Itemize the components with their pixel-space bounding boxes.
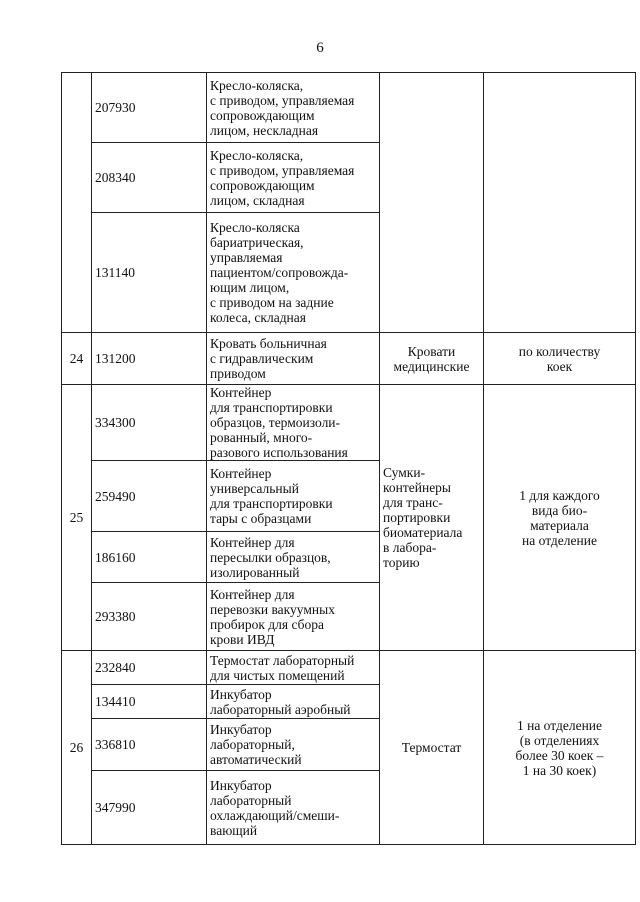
group-quantity: по количеству коек bbox=[484, 333, 636, 385]
group-number: 24 bbox=[62, 333, 92, 385]
item-code: 232840 bbox=[92, 651, 207, 685]
item-name: Термостат лабораторный для чистых помещений bbox=[207, 651, 380, 685]
table-row bbox=[62, 333, 636, 385]
group-category: Термостат bbox=[380, 651, 484, 845]
item-name: Кровать больничная с гидравлическим приводом bbox=[207, 333, 380, 385]
item-name: Инкубатор лабораторный охлаждающий/смеши- вающий bbox=[207, 771, 380, 845]
item-code: 131200 bbox=[92, 333, 207, 385]
item-name: Кресло-коляска, с приводом, управляемая сопровождающим лицом, нескладная bbox=[207, 73, 380, 143]
item-name: Инкубатор лабораторный, автоматический bbox=[207, 719, 380, 771]
item-name: Инкубатор лабораторный аэробный bbox=[207, 685, 380, 719]
page-number: 6 bbox=[316, 40, 324, 56]
group-number bbox=[62, 73, 92, 333]
table-row bbox=[62, 651, 636, 685]
item-code: 207930 bbox=[92, 73, 207, 143]
item-code: 208340 bbox=[92, 143, 207, 213]
item-name: Контейнер для перевозки вакуумных пробирок для сбора крови ИВД bbox=[207, 583, 380, 651]
group-quantity bbox=[484, 73, 636, 333]
item-name: Контейнер универсальный для транспортировки тары с образцами bbox=[207, 461, 380, 532]
item-code: 186160 bbox=[92, 532, 207, 583]
item-code: 134410 bbox=[92, 685, 207, 719]
item-code: 334300 bbox=[92, 385, 207, 461]
group-category: Кровати медицинские bbox=[380, 333, 484, 385]
group-quantity: 1 на отделение (в отделениях более 30 коек – 1 на 30 коек) bbox=[484, 651, 636, 845]
item-code: 336810 bbox=[92, 719, 207, 771]
item-code: 347990 bbox=[92, 771, 207, 845]
item-code: 259490 bbox=[92, 461, 207, 532]
group-quantity: 1 для каждого вида био- материала на отделение bbox=[484, 385, 636, 651]
group-number: 26 bbox=[62, 651, 92, 845]
item-code: 293380 bbox=[92, 583, 207, 651]
group-category: Сумки- контейнеры для транс- портировки биоматериала в лабора- торию bbox=[380, 385, 484, 651]
item-name: Кресло-коляска бариатрическая, управляемая пациентом/сопровожда- ющим лицом, с приводом на задние колеса, складная bbox=[207, 213, 380, 333]
item-name: Контейнер для пересылки образцов, изолированный bbox=[207, 532, 380, 583]
table-row bbox=[62, 385, 636, 461]
item-name: Кресло-коляска, с приводом, управляемая сопровождающим лицом, складная bbox=[207, 143, 380, 213]
item-name: Контейнер для транспортировки образцов, термоизоли- рованный, много- разового использования bbox=[207, 385, 380, 461]
equipment-table bbox=[61, 72, 636, 845]
table-row bbox=[62, 73, 636, 143]
group-category bbox=[380, 73, 484, 333]
group-number: 25 bbox=[62, 385, 92, 651]
item-code: 131140 bbox=[92, 213, 207, 333]
